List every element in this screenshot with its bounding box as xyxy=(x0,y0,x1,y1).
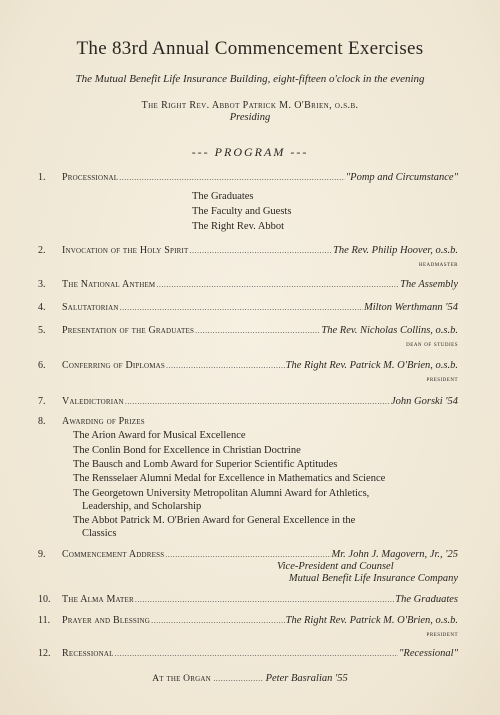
item-performer: The Right Rev. Patrick M. O'Brien, o.s.b. xyxy=(285,360,458,371)
item-label: The National Anthem xyxy=(62,279,156,290)
leader-dots xyxy=(165,549,330,560)
performer-title: president xyxy=(426,375,458,383)
leader-dots xyxy=(195,325,320,336)
item-label: Invocation of the Holy Spirit xyxy=(62,245,189,256)
leader-dots: .................... xyxy=(213,674,264,683)
program-item-presentation xyxy=(38,325,458,339)
prize-item: The Rensselaer Alumni Medal for Excellence in Mathematics and Science xyxy=(73,473,386,484)
performer-title: president xyxy=(426,630,458,638)
item-performer: "Pomp and Circumstance" xyxy=(345,172,458,183)
item-number: 5. xyxy=(38,325,46,336)
leader-dots xyxy=(119,172,345,183)
item-performer: The Graduates xyxy=(395,594,458,605)
item-label: Salutatorian xyxy=(62,302,119,313)
item-label: The Alma Mater xyxy=(62,594,134,605)
item-number: 11. xyxy=(38,615,51,626)
processional-sub-1: The Graduates xyxy=(192,191,254,202)
program-item-recessional xyxy=(38,648,458,662)
item-performer: "Recessional" xyxy=(399,648,458,659)
item-number: 9. xyxy=(38,549,46,560)
venue-subtitle: The Mutual Benefit Life Insurance Building, eight-fifteen o'clock in the evening xyxy=(75,73,425,85)
program-item-valedictorian xyxy=(38,396,458,410)
page-title: The 83rd Annual Commencement Exercises xyxy=(76,38,424,59)
item-number: 1. xyxy=(38,172,46,183)
leader-dots xyxy=(120,302,363,313)
item-performer: John Gorski '54 xyxy=(391,396,458,407)
item-number: 8. xyxy=(38,416,46,427)
program-item-salutatorian xyxy=(38,302,458,316)
leader-dots xyxy=(151,615,285,626)
prize-item: The Bausch and Lomb Award for Superior Scientific Aptitudes xyxy=(73,459,338,470)
prize-item: The Conlin Bond for Excellence in Christian Doctrine xyxy=(73,445,301,456)
leader-dots xyxy=(135,594,394,605)
program-item-invocation xyxy=(38,245,458,259)
program-item-diplomas xyxy=(38,360,458,374)
program-item-anthem xyxy=(38,279,458,293)
item-number: 6. xyxy=(38,360,46,371)
item-performer: The Rev. Nicholas Collins, o.s.b. xyxy=(321,325,458,336)
item-label: Awarding of Prizes xyxy=(62,416,145,427)
item-label: Valedictorian xyxy=(62,396,124,407)
program-item-address xyxy=(38,549,458,563)
leader-dots xyxy=(156,279,399,290)
program-item-prayer xyxy=(38,615,458,629)
leader-dots xyxy=(115,648,398,659)
performer-title: headmaster xyxy=(418,260,458,268)
performer-title: dean of studies xyxy=(406,340,458,348)
prize-item: The Abbot Patrick M. O'Brien Award for General Excellence in the xyxy=(73,515,356,526)
program-item-prizes xyxy=(38,416,458,430)
organist-line xyxy=(0,673,500,684)
processional-sub-2: The Faculty and Guests xyxy=(192,206,292,217)
leader-dots xyxy=(190,245,333,256)
prize-item-continued: Classics xyxy=(82,528,117,539)
item-label: Conferring of Diplomas xyxy=(62,360,166,371)
item-performer: The Rev. Philip Hoover, o.s.b. xyxy=(333,245,458,256)
item-number: 12. xyxy=(38,648,51,659)
speaker-company: Mutual Benefit Life Insurance Company xyxy=(288,573,458,584)
item-label: Commencement Address xyxy=(62,549,165,560)
item-label: Processional xyxy=(62,172,119,183)
item-number: 3. xyxy=(38,279,46,290)
program-heading: --- PROGRAM --- xyxy=(191,145,309,159)
item-number: 4. xyxy=(38,302,46,313)
leader-dots xyxy=(125,396,390,407)
program-item-processional xyxy=(38,172,458,186)
prize-item: The Arion Award for Musical Excellence xyxy=(73,430,246,441)
processional-sub-3: The Right Rev. Abbot xyxy=(192,221,285,232)
item-label: Presentation of the Graduates xyxy=(62,325,195,336)
presider-name: The Right Rev. Abbot Patrick M. O'Brien, o.s.b. xyxy=(141,100,359,111)
item-number: 10. xyxy=(38,594,51,605)
speaker-title: Vice-President and Counsel xyxy=(277,561,394,572)
organist-name: Peter Basralian '55 xyxy=(265,673,348,684)
presiding-label: Presiding xyxy=(229,112,271,123)
leader-dots xyxy=(166,360,285,371)
item-performer: Mr. John J. Magovern, Jr., '25 xyxy=(331,549,458,560)
item-performer: The Assembly xyxy=(400,279,458,290)
item-label: Prayer and Blessing xyxy=(62,615,151,626)
organ-label: At the Organ xyxy=(152,674,211,684)
item-label: Recessional xyxy=(62,648,114,659)
item-number: 2. xyxy=(38,245,46,256)
item-performer: The Right Rev. Patrick M. O'Brien, o.s.b. xyxy=(285,615,458,626)
prize-item: The Georgetown University Metropolitan Alumni Award for Athletics, xyxy=(73,488,370,499)
program-item-alma-mater xyxy=(38,594,458,608)
item-number: 7. xyxy=(38,396,46,407)
item-performer: Milton Werthmann '54 xyxy=(363,302,458,313)
prize-item-continued: Leadership, and Scholarship xyxy=(82,501,202,512)
